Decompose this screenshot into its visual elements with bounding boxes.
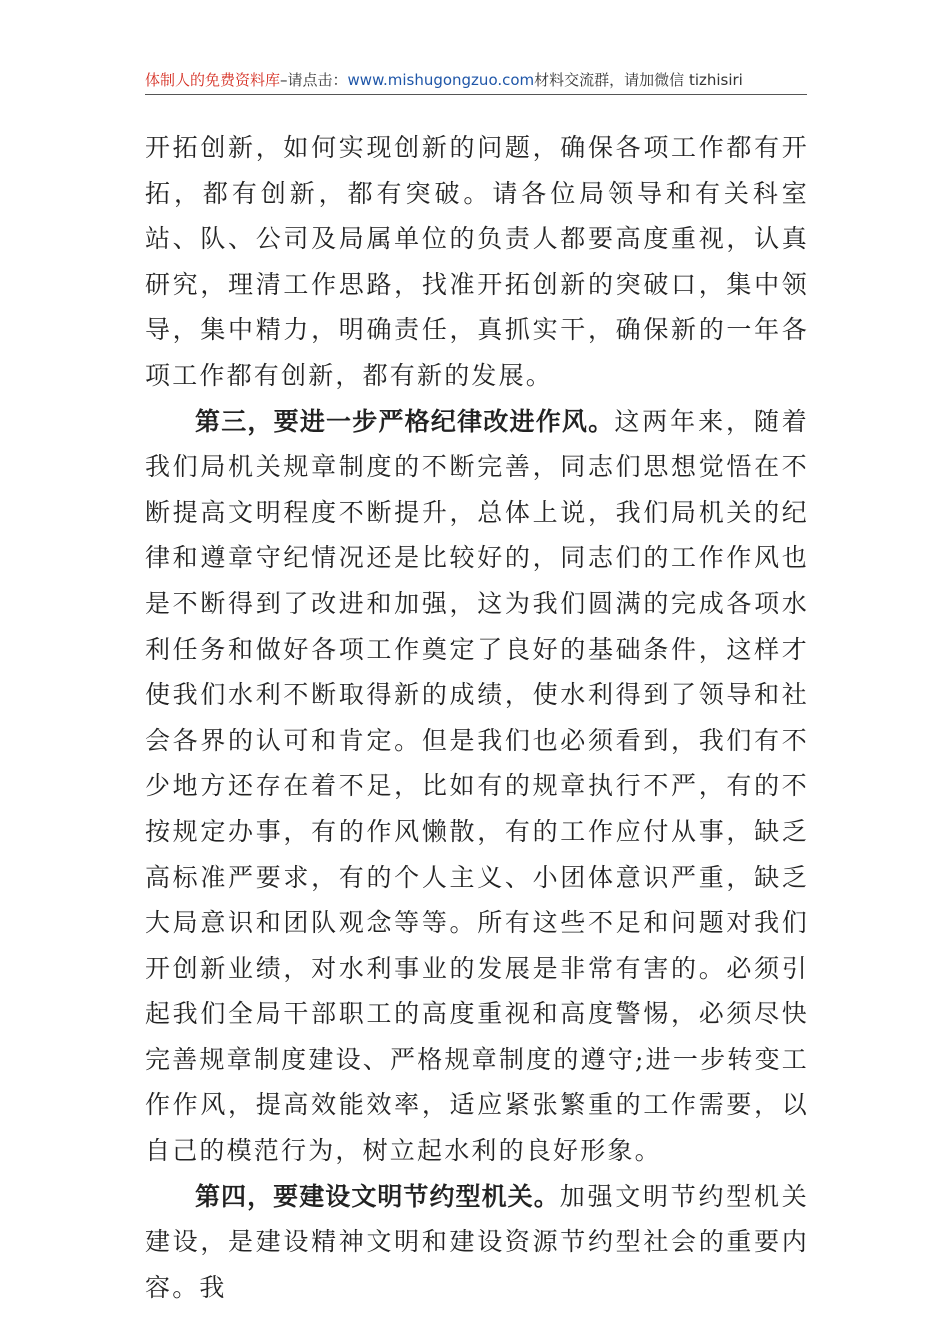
paragraph-text: 开拓创新，如何实现创新的问题，确保各项工作都有开拓，都有创新，都有突破。请各位局领导和有关科室站、队、公司及局属单位的负责人都要高度重视，认真研究，理清工作思路，找准开拓创新的突破口，集中领导，集中精力，明确责任，真抓实干，确保新的一年各项工作都有创新，都有新的发展。 bbox=[145, 133, 809, 390]
paragraph-1 bbox=[145, 125, 809, 399]
section-heading-4: 第四，要建设文明节约型机关。 bbox=[195, 1181, 560, 1211]
click-prompt: –请点击： bbox=[280, 71, 348, 89]
wechat-group-text: 材料交流群，请加微信 tizhisiri bbox=[534, 71, 743, 89]
paragraph-2 bbox=[145, 399, 809, 1174]
site-link[interactable]: www.mishugongzuo.com bbox=[347, 71, 535, 89]
site-name: 体制人的免费资料库 bbox=[145, 71, 281, 89]
paragraph-text: 加强文明节约型机关建设，是建设精神文明和建设资源节约型社会的重要内容。我 bbox=[145, 1181, 809, 1302]
section-heading-3: 第三，要进一步严格纪律改进作风。 bbox=[195, 406, 615, 436]
paragraph-text: 这两年来，随着我们局机关规章制度的不断完善，同志们思想觉悟在不断提高文明程度不断提升，总体上说，我们局机关的纪律和遵章守纪情况还是比较好的，同志们的工作作风也是不断得到了改进和加强，这为我们圆满的完成各项水利任务和做好各项工作奠定了良好的基础条件，这样才使我们水利不断取得新的成绩，使水利得到了领导和社会各界的认可和肯定。但是我们也必须看到，我们有不少地方还存在着不足，比如有的规章执行不严，有的不按规定办事，有的作风懒散，有的工作应付从事，缺乏高标准严要求，有的个人主义、小团体意识严重，缺乏大局意识和团队观念等等。所有这些不足和问题对我们开创新业绩，对水利事业的发展是非常有害的。必须引起我们全局干部职工的高度重视和高度警惕，必须尽快完善规章制度建设、严格规章制度的遵守;进一步转变工作作风，提高效能效率，适应紧张繁重的工作需要，以自己的模范行为，树立起水利的良好形象。 bbox=[145, 406, 809, 1166]
page-header bbox=[145, 68, 807, 95]
document-body bbox=[145, 125, 809, 1310]
paragraph-3 bbox=[145, 1174, 809, 1311]
